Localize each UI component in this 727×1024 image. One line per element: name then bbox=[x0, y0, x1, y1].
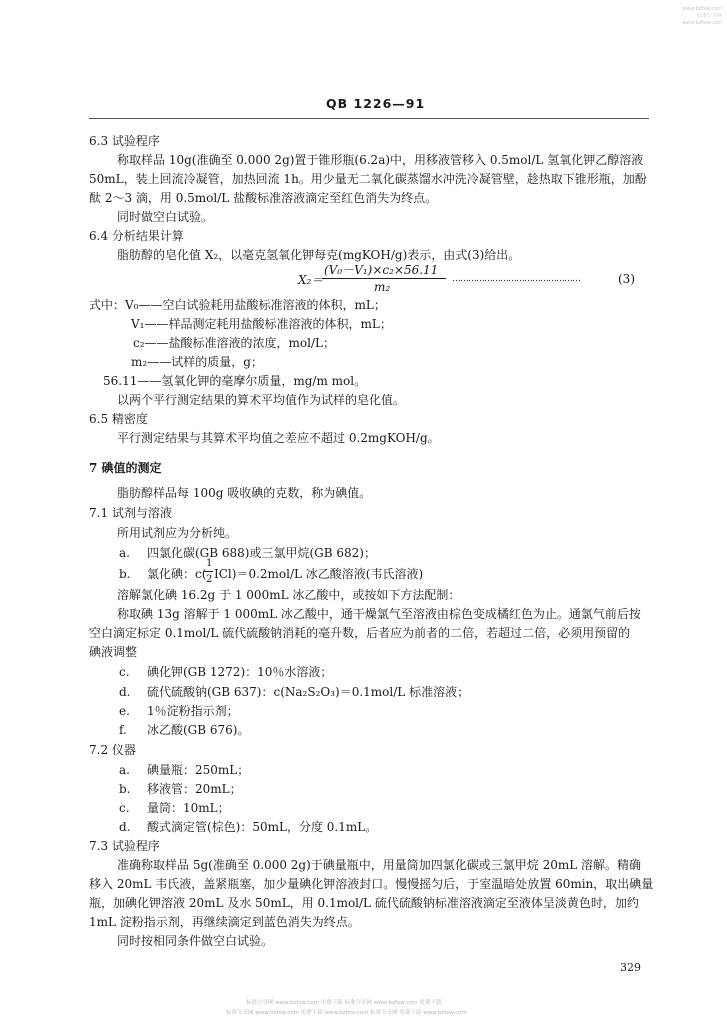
reagent-b-prep-line-1: 溶解氯化碘 16.2g 于 1 000mL 冰乙酸中，或按如下方法配制： bbox=[117, 588, 461, 602]
section-7-3-line-1: 准确称取样品 5g(准确至 0.000 2g)于碘量瓶中，用量筒加四氯化碳或三氯甲烷 20mL 溶解。精确 bbox=[117, 858, 642, 872]
formula-leader: ………………………………………… bbox=[452, 274, 580, 284]
reagent-b-label: b. bbox=[119, 567, 131, 581]
section-7-1-intro: 所用试剂应为分析纯。 bbox=[117, 526, 238, 540]
reagent-e-label: e. bbox=[119, 704, 130, 718]
reagent-c-label: c. bbox=[119, 665, 130, 679]
corner-watermark-line1: www.bzfxw.com bbox=[682, 6, 722, 12]
formula-number: (3) bbox=[618, 272, 635, 286]
reagent-f-text: 冰乙酸(GB 676)。 bbox=[147, 723, 250, 737]
reagent-b-prep-line-4: 碘液调整 bbox=[89, 645, 138, 659]
where-line-v1: V₁——样品测定耗用盐酸标准溶液的体积，mL； bbox=[131, 317, 392, 331]
section-7-2-heading: 7.2 仪器 bbox=[89, 743, 136, 757]
reagent-d-text: 硫代硫酸钠(GB 637)：c(Na₂S₂O₃)＝0.1mol/L 标准溶液； bbox=[147, 685, 470, 699]
section-6-3-line-3: 酞 2～3 滴，用 0.5mol/L 盐酸标准溶液滴定至红色消失为终点。 bbox=[89, 191, 438, 205]
footer-watermark-line-1: 标准分享网 www.bzfxw.com 免费下载 标准分享网 www.bzfxw.com 免费下载 bbox=[246, 1000, 442, 1006]
section-6-3-line-1: 称取样品 10g(准确至 0.000 2g)置于锥形瓶(6.2a)中，用移液管移入 0.5mol/L 氢氧化钾乙醇溶液 bbox=[117, 153, 644, 167]
corner-watermark-line2: 标准分享网 www.bzfxw.com bbox=[682, 13, 722, 26]
section-7-heading: 7 碘值的测定 bbox=[89, 461, 162, 475]
standard-code-header: QB 1226—91 bbox=[326, 96, 426, 111]
instrument-b-label: b. bbox=[119, 782, 131, 796]
reagent-b-suffix: ICl)＝0.2mol/L 冰乙酸溶液(韦氏溶液) bbox=[214, 567, 424, 581]
formula-numerator: (V₀－V₁)×c₂×56.11 bbox=[324, 263, 439, 277]
instrument-c-text: 量筒：10mL； bbox=[147, 801, 230, 815]
section-6-5-heading: 6.5 精密度 bbox=[89, 412, 148, 426]
section-6-4-conclusion: 以两个平行测定结果的算术平均值作为试样的皂化值。 bbox=[117, 393, 406, 407]
section-6-4-intro: 脂肪醇的皂化值 X₂，以毫克氢氧化钾每克(mgKOH/g)表示，由式(3)给出。 bbox=[117, 248, 521, 262]
formula-denominator: m₂ bbox=[374, 280, 391, 294]
reagent-b-prep-line-3: 空白滴定标定 0.1mol/L 硫代硫酸钠消耗的毫升数，后者应为前者的二倍，若超过二倍，必须用预留的 bbox=[89, 626, 631, 640]
instrument-a-label: a. bbox=[119, 763, 130, 777]
section-7-3-line-5: 同时按相同条件做空白试验。 bbox=[117, 934, 274, 948]
reagent-a-label: a. bbox=[119, 546, 130, 560]
where-line-v0: 式中：V₀——空白试验耗用盐酸标准溶液的体积，mL； bbox=[89, 298, 386, 312]
reagent-b-prep-line-2: 称取碘 13g 溶解于 1 000mL 冰乙酸中，通干燥氯气至溶液由棕色变成橘红色为止。通氯气前后按 bbox=[117, 607, 641, 621]
header-rule bbox=[89, 118, 649, 119]
corner-watermark bbox=[662, 6, 722, 27]
section-7-3-line-3: 瓶，加碘化钾溶液 20mL 及水 50mL，用 0.1mol/L 硫代硫酸钠标准溶液滴定至液体呈淡黄色时，加约 bbox=[89, 896, 639, 910]
reagent-b-half-den: 2 bbox=[206, 574, 213, 585]
reagent-a-text: 四氯化碳(GB 688)或三氯甲烷(GB 682)； bbox=[147, 546, 376, 560]
section-7-3-heading: 7.3 试验程序 bbox=[89, 839, 160, 853]
where-line-c2: c₂——盐酸标准溶液的浓度，mol/L； bbox=[133, 336, 335, 350]
reagent-b-half-num: 1 bbox=[206, 558, 213, 569]
section-6-5-text: 平行测定结果与其算术平均值之差应不超过 0.2mgKOH/g。 bbox=[117, 431, 440, 445]
footer-watermark-line-2: 标准分享网 www.bzfxw.com 免费下载 www.bzfxw.com 标准分享网 免费下载 www.bzfxw.com bbox=[226, 1010, 467, 1016]
section-7-3-line-2: 移入 20mL 韦氏液，盖紧瓶塞，加少量碘化钾溶液封口。慢慢摇匀后，于室温暗处放置 60min，取出碘量 bbox=[89, 877, 654, 891]
formula-fraction-bar bbox=[322, 278, 446, 279]
page-number: 329 bbox=[620, 961, 641, 974]
section-7-3-line-4: 1mL 淀粉指示剂，再继续滴定到蓝色消失为终点。 bbox=[89, 915, 360, 929]
reagent-b-prefix: 氯化碘：c( bbox=[147, 567, 207, 581]
where-line-m2: m₂——试样的质量，g； bbox=[131, 355, 263, 369]
section-6-3-line-2: 50mL，装上回流冷凝管，加热回流 1h。用少量无二氧化碳蒸馏水冲洗冷凝管壁，趁热取下锥形瓶，加酚 bbox=[89, 172, 647, 186]
section-7-definition: 脂肪醇样品每 100g 吸收碘的克数，称为碘值。 bbox=[117, 486, 372, 500]
section-7-1-heading: 7.1 试剂与溶液 bbox=[89, 506, 172, 520]
formula-lhs: X₂＝ bbox=[298, 273, 324, 287]
instrument-a-text: 碘量瓶：250mL； bbox=[147, 763, 250, 777]
section-6-3-line-4: 同时做空白试验。 bbox=[117, 210, 214, 224]
instrument-c-label: c. bbox=[119, 801, 130, 815]
reagent-f-label: f. bbox=[119, 723, 127, 737]
instrument-d-label: d. bbox=[119, 820, 131, 834]
reagent-e-text: 1％淀粉指示剂； bbox=[147, 704, 239, 718]
reagent-c-text: 碘化钾(GB 1272)：10％水溶液； bbox=[147, 665, 333, 679]
where-line-56-11: 56.11——氢氧化钾的毫摩尔质量，mg/m mol。 bbox=[103, 374, 367, 388]
instrument-b-text: 移液管：20mL； bbox=[147, 782, 242, 796]
instrument-d-text: 酸式滴定管(棕色)：50mL，分度 0.1mL。 bbox=[147, 820, 378, 834]
reagent-d-label: d. bbox=[119, 685, 131, 699]
section-6-4-heading: 6.4 分析结果计算 bbox=[89, 229, 184, 243]
section-6-3-heading: 6.3 试验程序 bbox=[89, 134, 160, 148]
